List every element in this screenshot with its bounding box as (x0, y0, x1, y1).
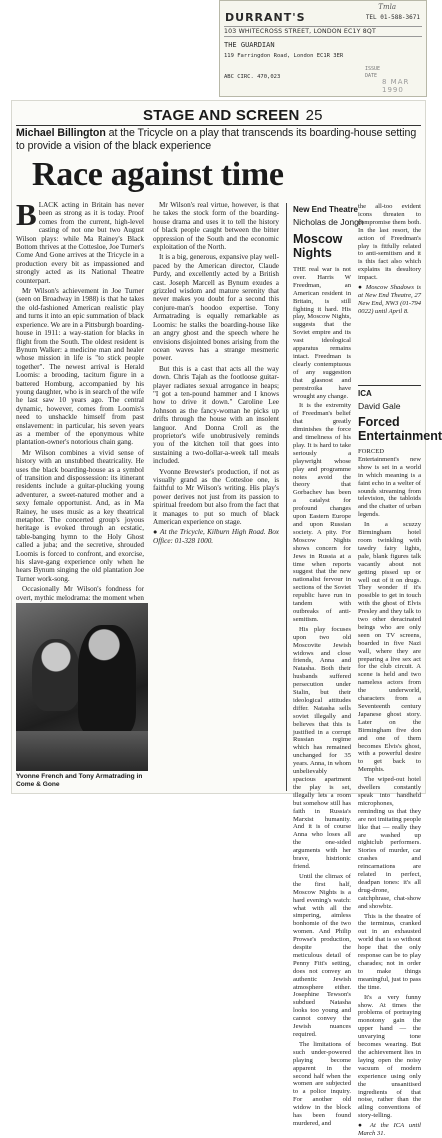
venue-credit: ● At the Tricycle, Kilburn High Road. Box Office: 01-328 1000. (153, 528, 279, 545)
actor-figure (32, 639, 80, 711)
paragraph: The limitations of such under-powered playing become apparent in the second half when the women are subjected to a police inquiry. For another old widow in the block has been found murdered, and (293, 1040, 351, 1127)
review-column-forced-entertainment (358, 448, 421, 1138)
date-stamp: 8 MAR 1990 (382, 78, 410, 94)
review-column-continued (358, 203, 421, 383)
publication-name: THE GUARDIAN (224, 41, 275, 49)
header-rule (16, 125, 421, 126)
review-author: David Gale (358, 401, 401, 411)
paragraph: Yvonne Brewster's production, if not as visually grand as the Cottesloe one, is faithful to Mr Wilson's writing. His play's power derives not just from its passion to spiritual freedom but also from the fact that it manages to put so much of black American experience on stage. (153, 467, 279, 527)
paragraph: the all-too evident icons threaten to compromise them both. In the last resort, the action of Freedman's play is fitfully related to anti-semitism and it is this fact also which explains its desultory impact. (358, 203, 421, 282)
paragraph: BLACK acting in Britain has never been as strong as it is today. Proof comes from the current, high-level casting of not one but two August Wilson plays: while Ma Rainey's Black Bottom thrives at the Cottesloe, Joe Turner's Come And Gone arrives at the Tricycle in a production every bit as impassioned and strongly acted as its National Theatre counterpart. (16, 197, 144, 285)
review-separator (358, 385, 421, 386)
paragraph: Mr Wilson's real virtue, however, is that he takes the stock form of the boarding-house drama and uses it to tell the history of black people caught between the bitter oppression of the South and the economic exploitation of the North. (153, 201, 279, 252)
handwritten-note: Tmla (378, 3, 396, 11)
article-column-1 (16, 197, 144, 602)
paragraph: But this is a cast that acts all the way down. Chris Tajah as the footloose guitar-player radiates sexual arrogance in heaps; "I got a ten-pound hammer and I knows how to drive it down." Caroline Lee Johnson as the fancy-woman he picks up drifts through the house with an insolent languor. And Donna Croll as the proprietor's wife unobtrusively reminds you of the kitchen toil that goes into sustaining a two-dollar-a-week tall meals included. (153, 364, 279, 466)
issue-label: ISSUE (365, 66, 381, 72)
press-cutting-slip (219, 0, 427, 97)
section-header (143, 107, 323, 124)
venue-credit: ● Moscow Shadows is at New End Theatre, 27 New End, NW3 (01-794 0022) until April 8. (358, 284, 422, 315)
review-venue: New End Theatre (293, 205, 358, 214)
photo-caption: Yvonne French and Tony Armatrading in Come & Gone (16, 773, 143, 788)
review-author: Nicholas de Jongh (293, 217, 364, 227)
publication-address: 119 Farringdon Road, London EC1R 3ER (224, 53, 344, 59)
byline (16, 127, 418, 153)
paragraph: The wiped-out hotel dwellers constantly speak into handheld microphones, reminding us that they are not imitating people like that — really they are washed up nightclub performers. Stories of murder, car crashes and reincarnations are related in perfect, deadpan tones: it's all drug-drone, catchphrase, chat-show and showbiz. (358, 776, 421, 910)
paragraph: This is the theatre of the terminus, cranked out in an exhausted world that is so without hope that the only response can be to play charades; not in order to make things meaningful, just to pass the time. (358, 912, 421, 991)
paragraph: It is a big, generous, expansive play well-paced by the American director, Claude Purdy, and excellently acted by a British cast. Joseph Marcell as Bynum exudes a grizzled wisdom and mature serenity that never makes you doubt for a second this conjure-man's hoodoo expertise. Tony Armatrading is equally remarkable as Loomis: he stalks the boarding-house like an angry ghost and the speech where he envisions disjointed bones arising from the ocean waves has a strange mesmeric power. (153, 253, 279, 363)
paragraph: Occasionally Mr Wilson's fondness for overt, mythic melodrama: the moment when (16, 585, 144, 602)
issue-date-labels (365, 66, 380, 80)
agency-phone: TEL 01-588-3671 (365, 14, 420, 21)
actor-figure (78, 625, 136, 735)
paragraph: In a scuzzy Birmingham hotel room twinkling with tawdry fairy lights, pale, blank figures talk vacantly about not getting pissed up or well out of it on drugs. They wonder if it's possible to get in touch with the ghost of Elvis Presley and they talk to two other deracinated beings who are only seen on TV screens, boarded in five Nazi wall, where they are preparing a live sex act for the club circuit. A scene is held and two nameless actors from the underworld, characters from a Seventeenth century Japanese ghost story. Later on the Birmingham five don and one of them becomes Elvis's ghost, with a powerful desire to get back to Memphis. (358, 521, 421, 774)
paragraph: FORCED Entertainment's new show is set in a world in which meaning is a faint echo in a welter of sounds streaming from television, the tabloids and the chatter of urban legends. (358, 448, 421, 519)
drop-cap: B (16, 197, 37, 232)
circulation: ABC CIRC. 470,023 (224, 74, 281, 80)
column-divider (286, 203, 287, 791)
paragraph: It's a very funny show. At times the problems of portraying monotony gain the upper hand — the unvarying tone becomes wearing. But the achievement lies in laying open the noisy vacuum of modern experience using only the unsanitised ingredients of that noise, rather than the ailing conventions of story-telling. (358, 993, 421, 1120)
production-photo (16, 603, 148, 771)
review-title: Moscow Nights (293, 232, 343, 260)
venue-credit: ● At the ICA until March 31. (358, 1122, 421, 1138)
date-label: DATE (365, 73, 378, 79)
paragraph: It is the extremity of Freedman's belief that greatly diminishes the force and timeliness of his play. It is hard to take seriously a playwright whose play and programme notes avoid the theory that Gorbachev has been a catalyst for profound changes upon Eastern Europe and upon Russian society. A pity. For Moscow Nights shows concern for Jews in Russia at a time when reports suggest that the new nationalist fervour in sections of the Soviet republic have run in tandem with outbreaks of anti-semitism. (293, 402, 351, 623)
page-number: 25 (305, 107, 323, 124)
paragraph: Mr Wilson's achievement in Joe Turner (seen on Broadway in 1988) is that he takes the old-fashioned American realistic play and turns it into an epic summation of black experience. We are in a Pittsburgh boarding-house in 1911: a way-station for blacks in flight from the South. The oldest resident is Bynum Walker: a medicine man and healer whose mission in life is "to stick people together". The newest arrival is Herald Loomis: a brooding, taciturn figure in a battered Homburg, accompanied by his young daughter, who is in search of the wife he last saw 10 years ago. The central dynamic, however, comes from Loomis's need to unshackle himself from past enslavement: in particular, his seven years as a member of the eponymous white plantation-owner's notorious chain gang. (16, 287, 144, 447)
review-venue: ICA (358, 389, 372, 398)
review-column-moscow-nights (293, 266, 351, 1127)
paragraph: Mr Wilson combines a vivid sense of history with an unstubbed theatricality. He uses the black boarding-house as a symbol of transition and dispossession: its itinerant residents include a guitar-plucking young adventurer, a sweet-natured mother and a sexy female opportunist. And, as in Ma Rainey, he uses music as a key theatrical metaphor. The concerted group's joyous heritage is evoked through an ecstatic, table-banging hymn to the Holy Ghost called a juba; and the secretive, shrouded Loomis is forced to confront, and exorcise, his slave-gang experience only when he hears Bynum singing the old plantation Joe Turner work-song. (16, 448, 144, 583)
paragraph: THE real war is not over. Harris W Freedman, an American resident in Britain, is still fighting it hard. His play, Moscow Nights, suggests that the Soviet empire and its vast ideological apparatus remains intact. Freedman is clearly contemptuous of any suggestion that glasnost and perestroika have wrought any change. (293, 266, 351, 400)
byline-author: Michael Billington (16, 127, 106, 139)
photo-foreground (16, 731, 148, 771)
newspaper-clipping (11, 100, 442, 1138)
agency-name: DURRANT'S (225, 11, 306, 24)
article-column-2 (153, 201, 279, 793)
section-title: STAGE AND SCREEN (143, 107, 300, 124)
byline-standfirst: at the Tricycle on a play that transcends its boarding-house setting to provide a vision of the black experience (16, 127, 417, 152)
agency-address: 103 WHITECROSS STREET, LONDON EC1Y 8QT (224, 26, 422, 37)
paragraph: His play focuses upon two old Moscovite Jewish widows and close friends, Anna and Natasha. Both their husbands suffered persecution under Stalin, but their ideological attitudes differ. Natasha sells soviet illegally and believes that this is justified in a corrupt Russian regime which has remained unchanged for 35 years. Anna, in whom unbelievably spacious apartment the play is set, illegally lets a room but somehow still has faith in Russia's Marxist humanity. And it is of course Anna who loses all the one-sided arguments with her brave, histrionic friend. (293, 625, 351, 870)
review-title: Forced Entertainment (358, 415, 442, 443)
paragraph: Until the climax of the first half, Moscow Nights is a hard evening's watch: what with all the simpering, aimless bonhomie of the two women. And Philip Prowse's production, despite the meticulous detail of Penny Fitt's setting, does not convey an authentic Jewish atmosphere either. Josephine Tewson's subdued Natasha looks too young and cannot convey the Jewish nuances required. (293, 872, 351, 1038)
headline: Race against time (32, 156, 284, 193)
